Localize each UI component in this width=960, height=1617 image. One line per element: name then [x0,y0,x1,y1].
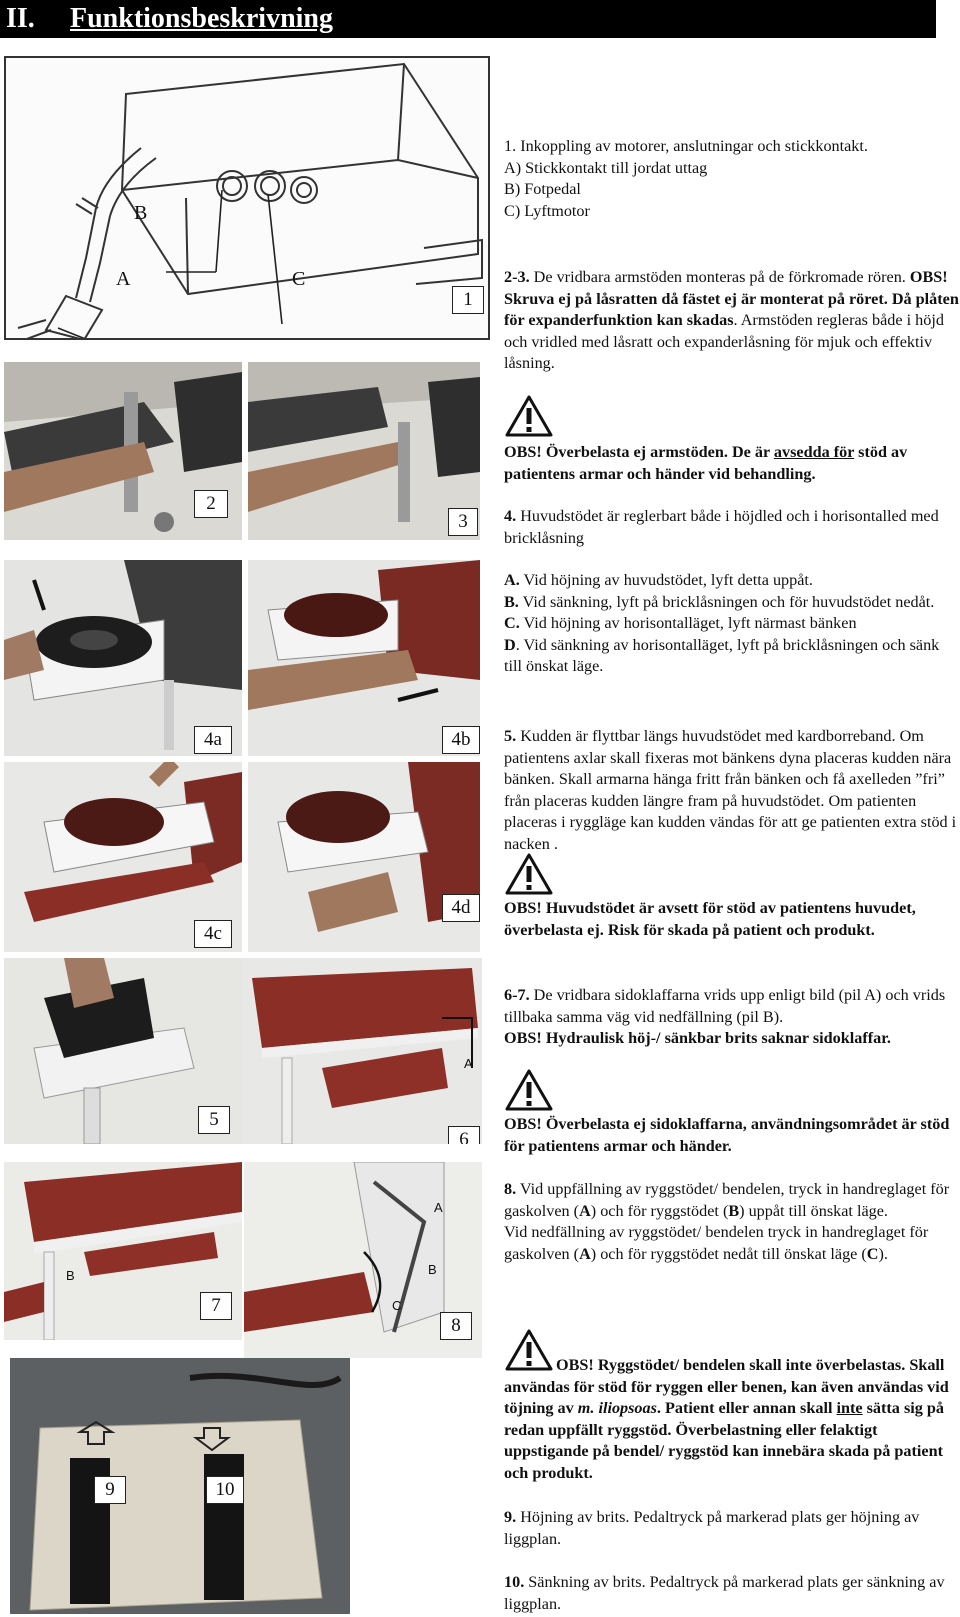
fig1-letter-c: C [292,268,306,290]
warning-1: OBS! Överbelasta ej armstöden. De är avsedda för stöd av patientens armar och händer vid behandling. [504,443,908,483]
control-box-drawing [6,58,488,338]
figure-4b-headrest-photo [248,560,480,756]
fig4c-label: 4c [194,920,232,948]
section-2-3-number: 2-3. [504,268,530,286]
fig5-label: 5 [198,1106,230,1134]
fig4a-label: 4a [194,726,232,754]
fig8-letter-b: B [428,1262,437,1277]
section-number: II. [6,3,35,34]
figure-6-side-flap-photo [242,958,482,1144]
warning-triangle-icon [504,852,554,896]
fig4b-label: 4b [442,726,480,754]
section-9: 9. Höjning av brits. Pedaltryck på markerad plats ger höjning av liggplan. [504,1508,920,1548]
fig4d-label: 4d [442,894,480,922]
warning-4: OBS! Ryggstödet/ bendelen skall inte överbelastas. Skall användas för stöd för ryggen eller benen, kan även användas vid töjning av m. iliopsoas. Patient eller annan skall inte sätta sig på redan uppfällt ryggstöd. Överbelastning eller felaktigt uppstigande på bendel/ ryggstöd kan innebära skada på patient och produkt. [504,1356,949,1482]
fig3-label: 3 [448,508,478,536]
fig6-label: 6 [448,1126,480,1144]
warning-triangle-icon [504,394,554,438]
section-4-item-b: B. Vid sänkning, lyft på bricklåsningen och för huvudstödet nedåt. [504,592,935,611]
section-4-item-c: C. Vid höjning av horisontalläget, lyft närmast bänken [504,614,857,632]
section-6-7: 6-7. De vridbara sidoklaffarna vrids upp enligt bild (pil A) och vrids tillbaka samma väg vid nedfällning (pil B). OBS! Hydraulisk höj-/ sänkbar brits saknar sidoklaffar. [504,986,946,1047]
fig2-label: 2 [194,490,228,518]
foot-pedal-drawing [10,1358,350,1614]
figure-2-armrest-photo [4,362,242,540]
section-header [0,0,936,38]
side-flap-photo-6 [242,958,482,1144]
armrest-photo-3 [248,362,480,540]
section-10: 10. Sänkning av brits. Pedaltryck på markerad plats ger sänkning av liggplan. [504,1573,945,1613]
fig8-letter-a: A [434,1200,443,1215]
figure-5-cushion-photo [4,958,242,1144]
figure-3-armrest-photo [248,362,480,540]
section-8: 8. Vid uppfällning av ryggstödet/ bendelen, tryck in handreglaget för gaskolven (A) och för ryggstödet (B) uppåt till önskat läge. Vid nedfällning av ryggstödet/ bendelen tryck in handreglaget för gaskolven (A) och för ryggstödet nedåt till önskat läge (C). [504,1180,950,1263]
section-1-item-c: C) Lyftmotor [504,201,590,220]
section-title: Funktionsbeskrivning [70,3,333,34]
fig10-label: 10 [206,1476,244,1504]
section-1-item-a: A) Stickkontakt till jordat uttag [504,158,708,177]
fig9-label: 9 [94,1476,126,1504]
section-1 [504,136,959,222]
warning-3: OBS! Överbelasta ej sidoklaffarna, användningsområdet är stöd för patientens armar och händer. [504,1115,950,1155]
section-4-item-d: D. Vid sänkning av horisontalläget, lyft på bricklåsningen och sänk till önskat läge. [504,635,940,675]
fig8-letter-c: C [392,1298,402,1313]
figure-1-control-box [4,56,490,340]
figure-8-backrest-photo [244,1162,482,1358]
section-1-item-b: B) Fotpedal [504,180,581,198]
figure-4c-headrest-photo [4,762,242,952]
warning-triangle-icon [504,1068,554,1112]
fig8-label: 8 [440,1312,472,1340]
fig7-label: 7 [200,1292,232,1320]
section-2-3: 2-3. De vridbara armstöden monteras på de förkromade rören. OBS! Skruva ej på låsratten då fästet ej är monterat på röret. Då plåten för expanderfunktion kan skadas. Armstöden regleras både i höjd och vridled med låsratt och expanderlåsning för mjuk och effektiv låsning. [504,268,959,372]
section-4-item-a: A. Vid höjning av huvudstödet, lyft detta uppåt. [504,571,813,589]
fig1-letter-a: A [116,268,131,290]
fig6-letter-a: A [464,1056,473,1071]
section-5: 5. Kudden är flyttbar längs huvudstödet med kardborreband. Om patientens axlar skall fixeras mot bänkens dyna placeras kudden nära bänken. Skall armarna hänga fritt från bänken och få axelleden ”fri” från placeras kudden längre fram på huvudstödet. Om patienten placeras i ryggläge kan kudden vändas för att ge patienten extra stöd i nacken . [504,727,957,853]
fig1-label: 1 [452,286,484,314]
figure-4a-headrest-photo [4,560,242,756]
figure-4d-headrest-photo [248,762,480,952]
fig7-letter-b: B [66,1268,75,1283]
fig1-letter-b: B [134,202,148,224]
warning-2: OBS! Huvudstödet är avsett för stöd av patientens huvudet, överbelasta ej. Risk för skada på patient och produkt. [504,899,916,939]
section-4: 4. Huvudstödet är reglerbart både i höjdled och i horisontalled med bricklåsning A. Vid höjning av huvudstödet, lyft detta uppåt. B. Vid sänkning, lyft på bricklåsningen och för huvudstödet nedåt. C. Vid höjning av horisontalläget, lyft närmast bänken D. Vid sänkning av horisontalläget, lyft på bricklåsningen och sänk till önskat läge. [504,506,959,678]
section-1-title: 1. Inkoppling av motorer, anslutningar och stickkontakt. [504,137,868,155]
figure-7-side-flap-photo [4,1162,242,1340]
figure-9-10-foot-pedal-photo [10,1358,350,1614]
headrest-photo-4d [248,762,480,952]
